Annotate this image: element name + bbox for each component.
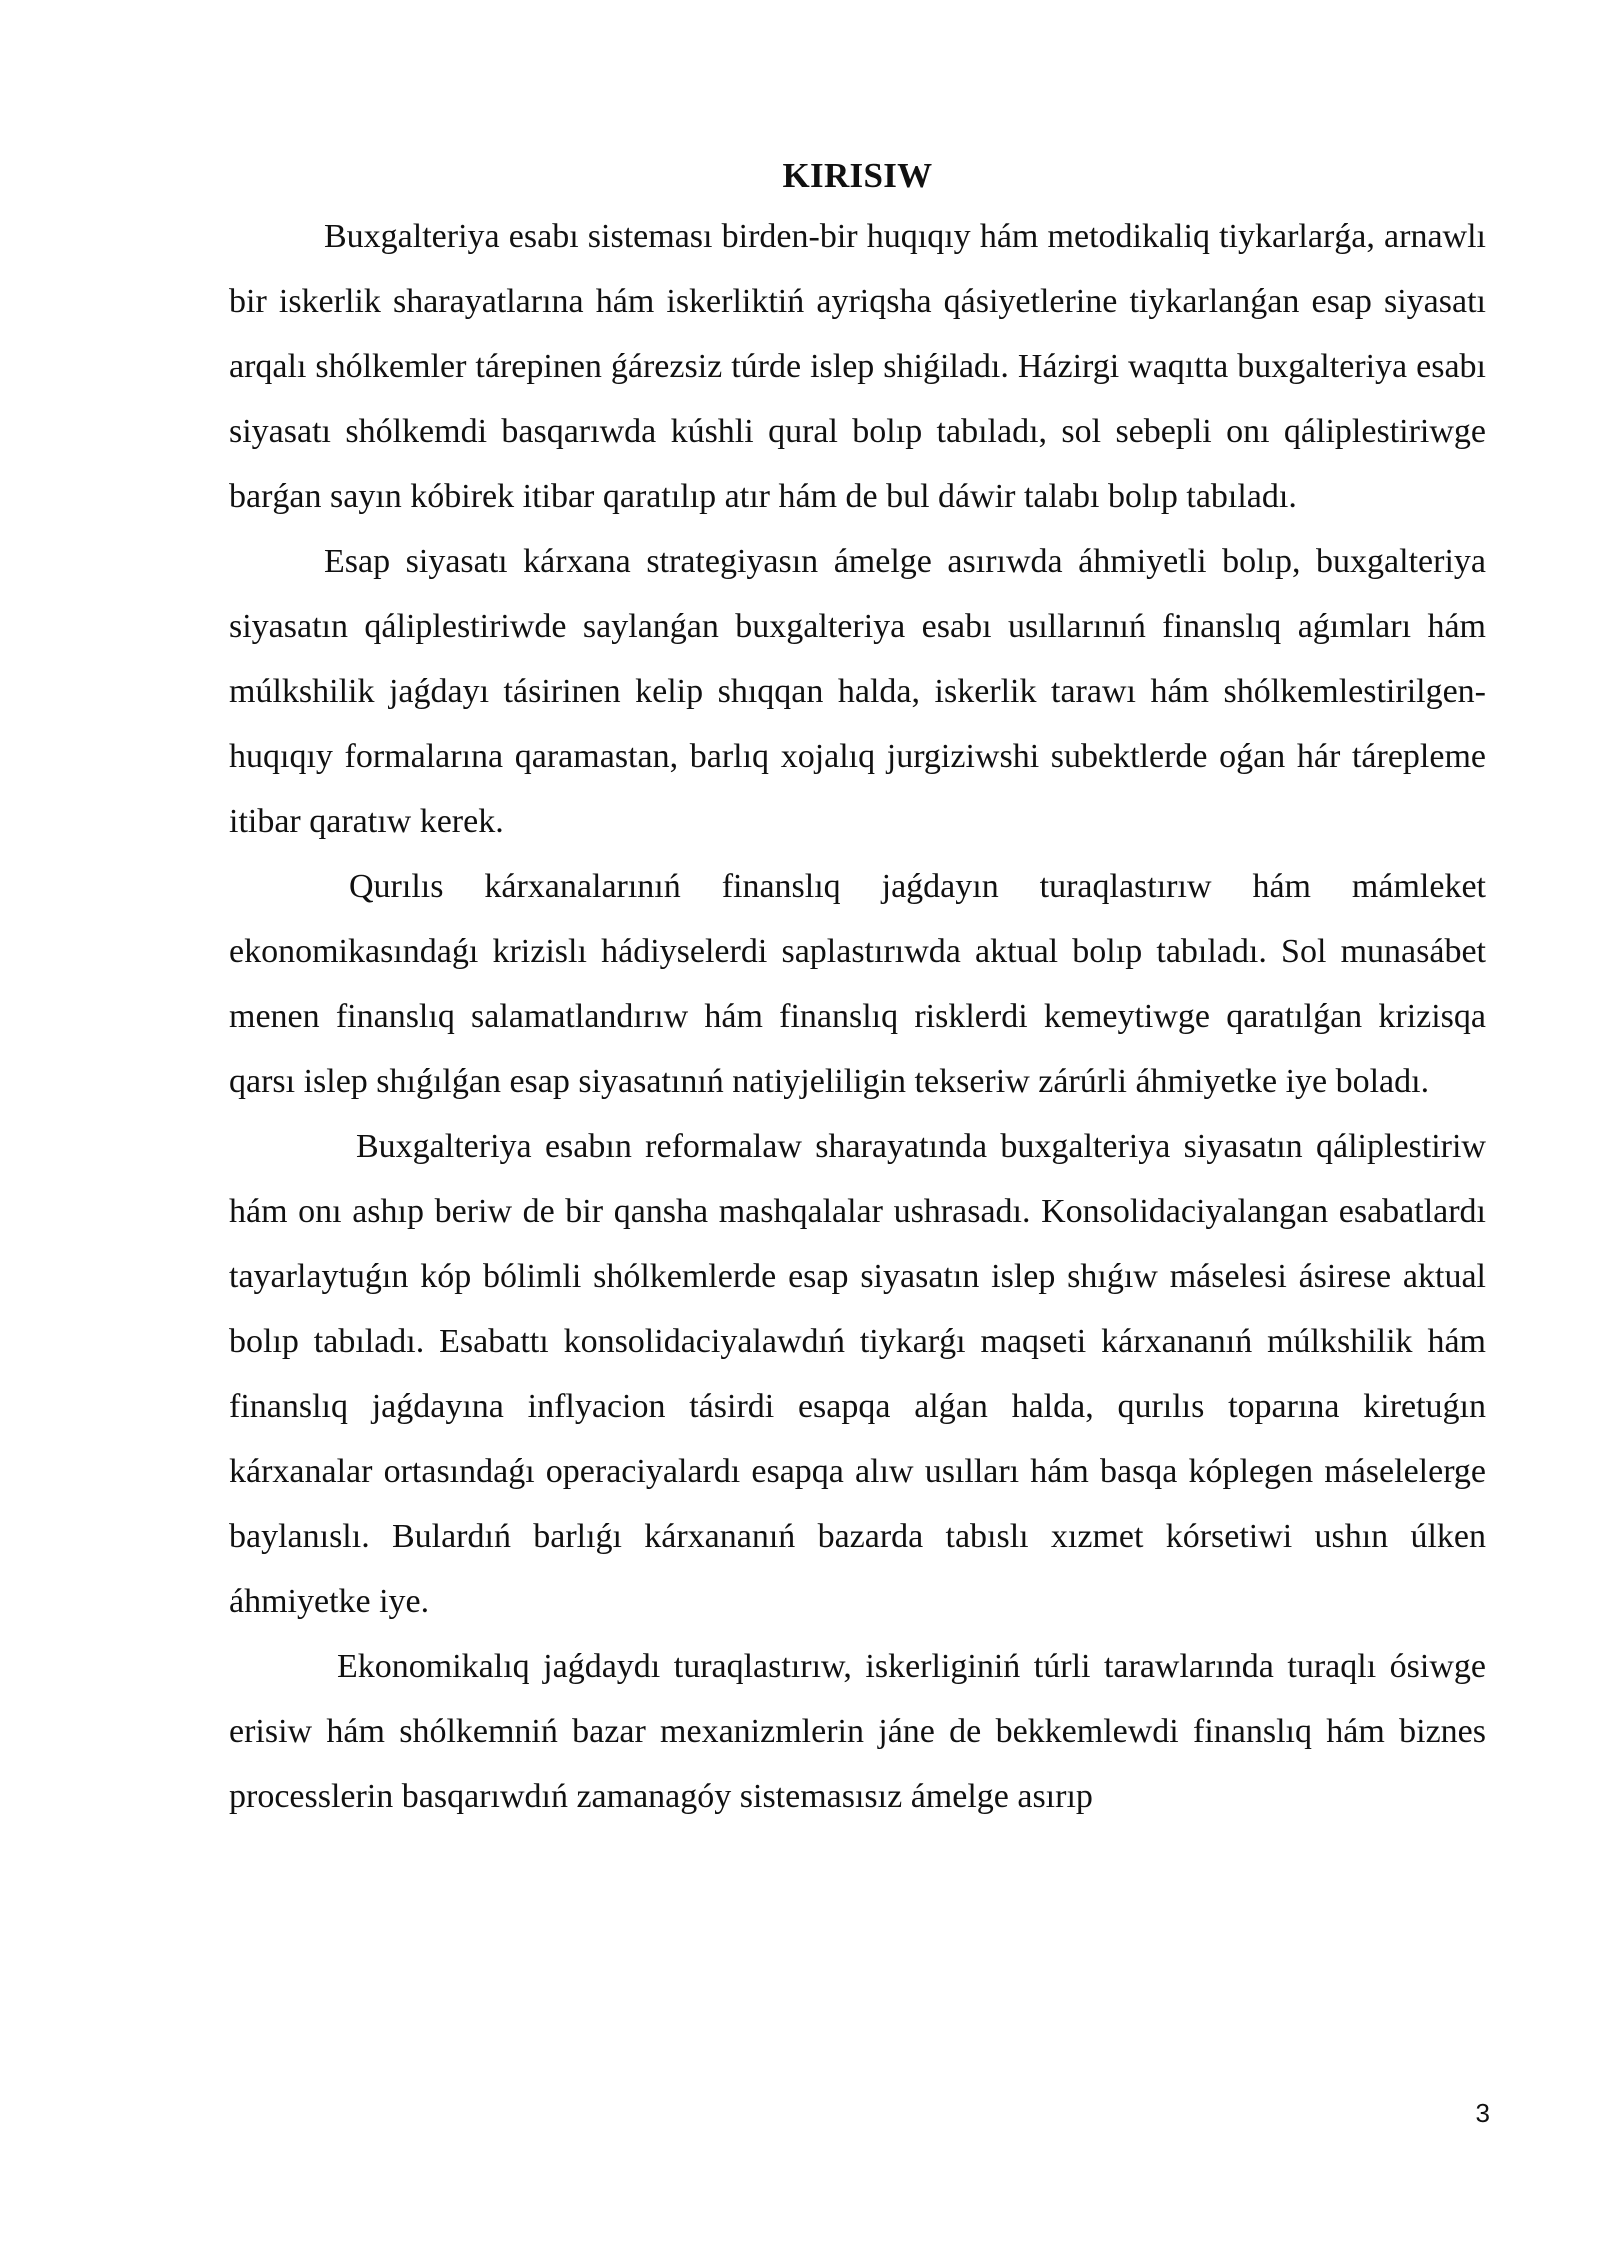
- page-content: [229, 150, 1486, 1829]
- paragraph-5: Ekonomikalıq jaǵdaydı turaqlastırıw, iskerliginiń túrli tarawlarında turaqlı ósiwge erisiw hám shólkemniń bazar mexanizmlerin jáne de bekkemlewdi finanslıq hám biznes processlerin basqarıwdıń zamanagóy sistemasısız ámelge asırıp: [229, 1648, 1486, 1815]
- paragraph-1: Buxgalteriya esabı sisteması birden-bir huqıqıy hám metodikaliq tiykarlarǵa, arnawlı bir iskerlik sharayatlarına hám iskerliktiń ayriqsha qásiyetlerine tiykarlanǵan esap siyasatı arqalı shólkemler tárepinen ǵárezsiz túrde islep shiǵiladı. Házirgi waqıtta buxgalteriya esabı siyasatı shólkemdi basqarıwda kúshli qural bolıp tabıladı, sol sebepli onı qáliplestiriwge barǵan sayın kóbirek itibar qaratılıp atır hám de bul dáwir talabı bolıp tabıladı.: [229, 218, 1486, 515]
- paragraph-4: Buxgalteriya esabın reformalaw sharayatında buxgalteriya siyasatın qáliplestiriw hám onı ashıp beriw de bir qansha mashqalalar ushrasadı. Konsolidaciyalangan esabatlardı tayarlaytuǵın kóp bólimli shólkemlerde esap siyasatın islep shıǵıw máselesi ásirese aktual bolıp tabıladı. Esabattı konsolidaciyalawdıń tiykarǵı maqseti kárxananıń múlkshilik hám finanslıq jaǵdayına inflyacion tásirdi esapqa alǵan halda, qurılıs toparına kiretuǵın kárxanalar ortasındaǵı operaciyalardı esapqa alıw usılları hám basqa kóplegen máselelerge baylanıslı. Bulardıń barlıǵı kárxananıń bazarda tabıslı xızmet kórsetiwi ushın úlken áhmiyetke iye.: [229, 1128, 1486, 1620]
- paragraph-3: Qurılıs kárxanalarınıń finanslıq jaǵdayın turaqlastırıw hám mámleket ekonomikasındaǵı krizislı hádiyselerdi saplastırıwda aktual bolıp tabıladı. Sol munasábet menen finanslıq salamatlandırıw hám finanslıq risklerdi kemeytiwge qaratılǵan krizisqa qarsı islep shıǵılǵan esap siyasatınıń natiyjeliligin tekseriw zárúrli áhmiyetke iye boladı.: [229, 868, 1486, 1100]
- page-title: KIRISIW: [782, 156, 933, 195]
- page-number: 3: [1475, 2098, 1490, 2128]
- paragraph-2: Esap siyasatı kárxana strategiyasın ámelge asırıwda áhmiyetli bolıp, buxgalteriya siyasatın qáliplestiriwde saylanǵan buxgalteriya esabı usıllarınıń finanslıq aǵımları hám múlkshilik jaǵdayı tásirinen kelip shıqqan halda, iskerlik tarawı hám shólkemlestirilgen-huqıqıy formalarına qaramastan, barlıq xojalıq jurgiziwshi subektlerde oǵan hár tárepleme itibar qaratıw kerek.: [229, 543, 1486, 840]
